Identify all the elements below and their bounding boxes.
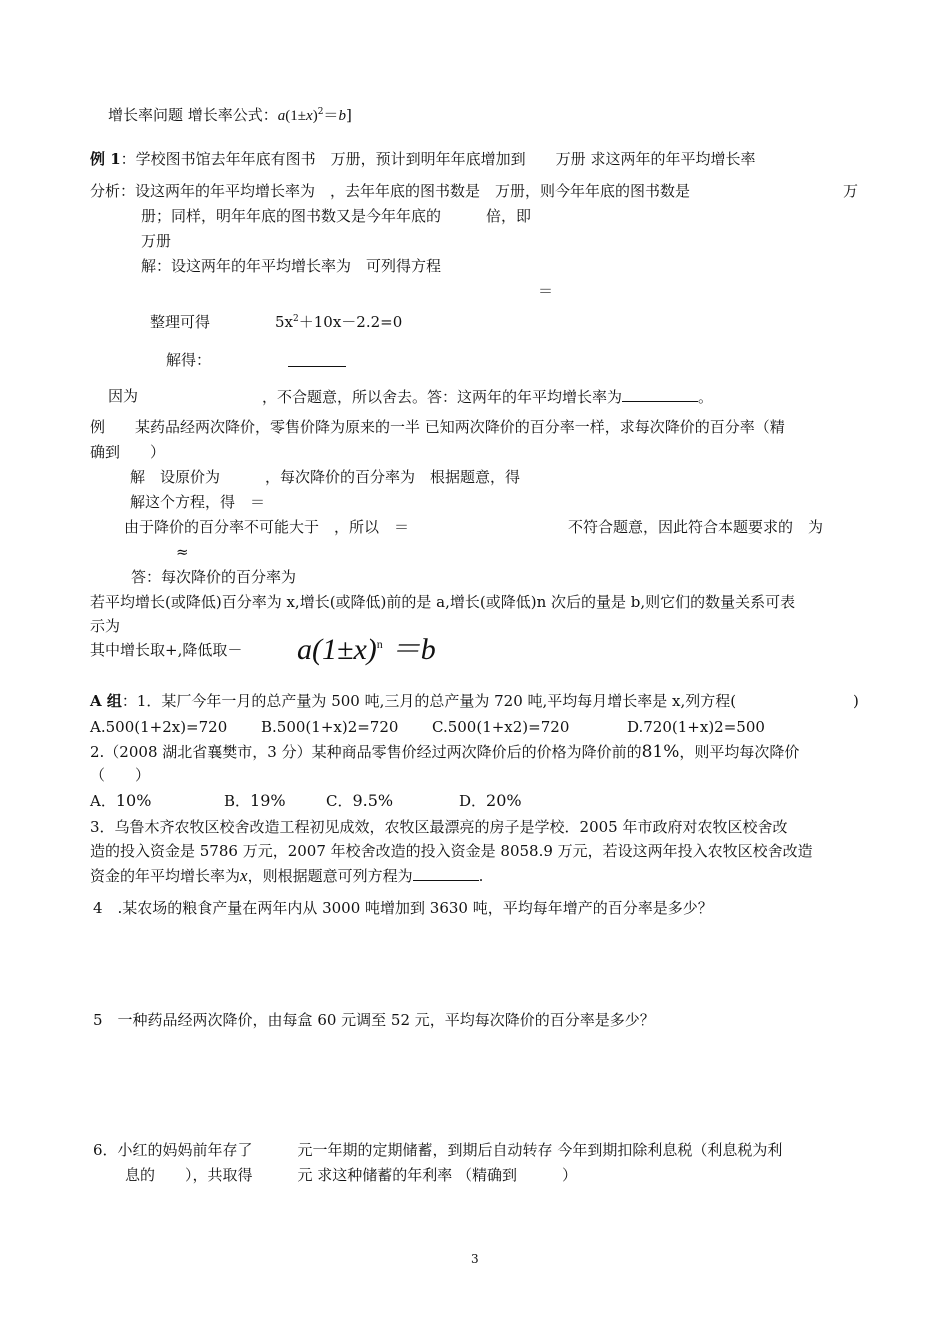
question-1-end: ) xyxy=(853,692,859,710)
example-2-line1: 例 某药品经两次降价，零售价降为原来的一半 已知两次降价的百分率一样，求每次降价的百分率（精 xyxy=(90,418,785,436)
example-1-analysis-line2: 册；同样，明年年底的图书数又是今年年底的 倍，即 xyxy=(141,207,532,225)
option-b-label: B． xyxy=(224,792,251,810)
example-1-simplified-equation xyxy=(275,313,402,331)
formula-close: ) xyxy=(312,108,318,124)
question-2-end: ，则平均每次降价 xyxy=(679,743,800,761)
section-title xyxy=(108,106,352,125)
example-1-text: ：学校图书馆去年年底有图书 万册，预计到明年年底增加到 万册 求这两年的年平均增长率 xyxy=(120,150,756,168)
summary-formula-exp: n xyxy=(376,637,383,651)
example-1-conclusion xyxy=(262,387,713,406)
question-6-line2: 息的 ），共取得 元 求这种储蓄的年利率 （精确到 ） xyxy=(125,1166,578,1184)
question-3-text-a: 资金的年平均增长率为 xyxy=(90,867,241,885)
option-d-label: D． xyxy=(459,792,487,810)
question-1-option-c: C.500(1+x2)=720 xyxy=(432,718,570,736)
question-5: 5 一种药品经两次降价，由每盒 60 元调至 52 元，平均每次降价的百分率是多少？ xyxy=(93,1011,655,1029)
summary-formula-rhs: ＝b xyxy=(390,633,436,666)
simplified-eq-part-b: ＋10x－2.2=0 xyxy=(298,313,403,331)
question-3-line3 xyxy=(90,866,483,886)
simplified-eq-part-a: 5x xyxy=(275,313,294,331)
title-text: 增长率问题 增长率公式： xyxy=(108,106,278,124)
option-c-value: 9.5% xyxy=(352,791,394,810)
formula-eq: ＝ xyxy=(323,106,339,124)
example-2-approx: ≈ xyxy=(176,543,189,561)
example-1-solve-label: 解得： xyxy=(166,351,212,369)
question-2-option-c xyxy=(326,791,393,810)
question-3-line2: 造的投入资金是 5786 万元，2007 年校舍改造的投入资金是 8058.9 万元，若设这两年投入农牧区校舍改造 xyxy=(90,842,813,860)
example-1-solve-blank xyxy=(288,366,346,367)
formula-mid: (1± xyxy=(285,108,307,124)
question-1-option-a: A.500(1+2x)=720 xyxy=(90,718,228,736)
formula-x: x xyxy=(306,108,313,124)
example-1-simplify-label: 整理可得 xyxy=(150,313,211,331)
question-3-variable: x xyxy=(240,866,248,885)
formula-exp: 2 xyxy=(317,107,324,117)
question-1-option-b: B.500(1+x)2=720 xyxy=(261,718,399,736)
question-1-text: ：1．某厂今年一月的总产量为 500 吨,三月的总产量为 720 吨,平均每月增长率是 x,列方程( xyxy=(121,692,737,710)
summary-line1: 若平均增长(或降低)百分率为 x,增长(或降低)前的是 a,增长(或降低)n 次后的量是 b,则它们的数量关系可表 xyxy=(90,593,796,611)
question-2-percent: 81% xyxy=(641,742,680,762)
example-1-problem xyxy=(90,150,755,168)
question-2 xyxy=(90,742,799,762)
question-4: 4 .某农场的粮食产量在两年内从 3000 吨增加到 3630 吨，平均每年增产的百分率是多少？ xyxy=(93,899,713,917)
group-a-label: A 组 xyxy=(90,692,122,710)
example-2-line2: 确到 ） xyxy=(90,443,166,461)
example-2-solution-line1: 解 设原价为 ，每次降价的百分率为 根据题意，得 xyxy=(130,468,521,486)
example-1-reject-text: ，不合题意，所以舍去。答：这两年的年平均增长率为 xyxy=(262,388,623,406)
summary-formula-lhs: a(1±x) xyxy=(297,633,377,666)
example-1-analysis-line1-end: 万 xyxy=(843,182,859,200)
question-3-text-b: ，则根据题意可列方程为 xyxy=(247,867,413,885)
option-b-value: 19% xyxy=(250,791,286,810)
option-a-label: A． xyxy=(90,792,116,810)
summary-line3: 其中增长取+,降低取－ xyxy=(90,641,243,659)
summary-formula xyxy=(297,632,436,668)
example-1-label: 例 1 xyxy=(90,150,121,168)
formula-b: b xyxy=(338,108,346,124)
simplified-eq-exp: 2 xyxy=(293,314,299,324)
example-2-solution-line3-right: 不符合题意，因此符合本题要求的 为 xyxy=(568,518,824,536)
question-2-text: 2.（2008 湖北省襄樊市，3 分）某种商品零售价经过两次降价后的价格为降价前的 xyxy=(90,743,642,761)
option-d-value: 20% xyxy=(486,791,522,810)
example-1-equals: ＝ xyxy=(538,282,554,300)
formula-a: a xyxy=(277,108,286,124)
question-3-line1: 3．乌鲁木齐农牧区校舍改造工程初见成效，农牧区最漂亮的房子是学校．2005 年市政府对农牧区校舍改 xyxy=(90,818,788,836)
question-2-option-a xyxy=(90,791,151,810)
question-1 xyxy=(90,692,736,710)
example-1-because: 因为 xyxy=(108,387,139,405)
option-c-label: C． xyxy=(326,792,353,810)
question-3-end: . xyxy=(478,867,484,885)
question-2-option-b xyxy=(224,791,286,810)
example-2-solution-line2: 解这个方程，得 ＝ xyxy=(130,493,266,511)
page-number: 3 xyxy=(471,1252,479,1266)
example-1-answer-blank xyxy=(622,387,698,402)
question-2-paren: （ ） xyxy=(90,766,151,784)
example-1-solution: 解：设这两年的年平均增长率为 可列得方程 xyxy=(141,257,442,275)
question-2-option-d xyxy=(459,791,522,810)
example-2-solution-line3: 由于降价的百分率不可能大于 ，所以 ＝ xyxy=(124,518,410,536)
formula-bracket: ] xyxy=(345,106,352,124)
question-3-answer-blank xyxy=(413,866,479,881)
summary-line2: 示为 xyxy=(90,617,121,635)
question-1-option-d: D.720(1+x)2=500 xyxy=(627,718,765,736)
example-1-analysis-line3: 万册 xyxy=(141,232,172,250)
example-1-analysis-line1: 分析：设这两年的年平均增长率为 ，去年年底的图书数是 万册，则今年年底的图书数是 xyxy=(90,182,691,200)
example-2-answer: 答：每次降价的百分率为 xyxy=(131,568,297,586)
example-1-end-mark: 。 xyxy=(698,388,714,406)
option-a-value: 10% xyxy=(115,791,152,810)
question-6-line1: 6．小红的妈妈前年存了 元一年期的定期储蓄，到期后自动转存 今年到期扣除利息税（利息税为利 xyxy=(93,1141,783,1159)
